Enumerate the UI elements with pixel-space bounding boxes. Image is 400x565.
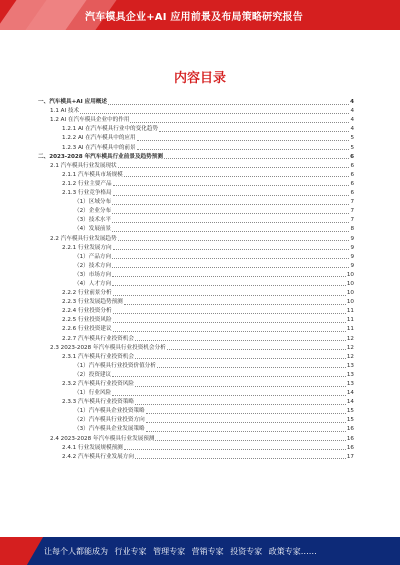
toc-entry[interactable] xyxy=(38,152,354,161)
toc-entry[interactable] xyxy=(38,315,354,324)
report-header xyxy=(0,0,400,30)
toc-entry-page: 5 xyxy=(350,144,354,151)
toc-entry-page: 15 xyxy=(346,417,354,424)
toc-entry[interactable] xyxy=(38,324,354,333)
toc-entry-page: 11 xyxy=(346,317,354,324)
toc-entry-page: 10 xyxy=(346,280,354,287)
toc-entry[interactable] xyxy=(38,343,354,352)
table-of-contents xyxy=(38,97,354,461)
toc-entry-title: 1.2.2 AI 在汽车模具中的应用 xyxy=(62,135,136,142)
toc-dot-leader xyxy=(112,285,346,286)
toc-entry[interactable] xyxy=(38,142,354,151)
toc-entry-title: 1.1 AI 技术 xyxy=(50,108,80,115)
toc-entry-page: 14 xyxy=(346,399,354,406)
toc-heading: 内容目录 xyxy=(173,71,226,86)
toc-dot-leader xyxy=(112,395,346,396)
toc-entry-title: 2.1.2 行业主要产品 xyxy=(62,180,112,187)
toc-dot-leader xyxy=(118,240,350,241)
footer-slogan-item: 管理专家 xyxy=(153,547,186,556)
toc-entry-page: 4 xyxy=(350,126,354,133)
toc-entry-page: 7 xyxy=(350,217,354,224)
toc-entry-title: 2.1.3 行业竞争格局 xyxy=(62,190,112,197)
toc-entry-page: 17 xyxy=(346,453,354,460)
toc-entry-title: （4）发展前景 xyxy=(74,226,112,233)
toc-entry-title: （3）市场方向 xyxy=(74,271,112,278)
toc-dot-leader xyxy=(135,404,346,405)
toc-entry[interactable] xyxy=(38,424,354,433)
toc-entry-page: 15 xyxy=(346,408,354,415)
toc-entry-page: 5 xyxy=(350,135,354,142)
toc-dot-leader xyxy=(113,313,346,314)
toc-dot-leader xyxy=(112,213,349,214)
toc-entry[interactable] xyxy=(38,261,354,270)
toc-entry-page: 16 xyxy=(346,444,354,451)
toc-entry[interactable] xyxy=(38,124,354,133)
toc-entry-page: 8 xyxy=(350,226,354,233)
footer-slogan-item: 行业专家 xyxy=(114,547,147,556)
footer-slogan xyxy=(44,546,321,557)
toc-entry-page: 6 xyxy=(350,162,354,169)
toc-entry[interactable] xyxy=(38,443,354,452)
toc-entry-title: 2.4 2023-2028 年汽车模具行业发展预测 xyxy=(50,435,155,442)
toc-entry[interactable] xyxy=(38,397,354,406)
toc-dot-leader xyxy=(118,167,350,168)
footer-slogan-item: 政策专家…… xyxy=(268,547,317,556)
toc-entry-page: 13 xyxy=(346,381,354,387)
toc-dot-leader xyxy=(146,422,346,423)
toc-dot-leader xyxy=(80,113,349,114)
toc-entry[interactable] xyxy=(38,406,354,415)
toc-entry-page: 13 xyxy=(346,371,354,378)
toc-entry-title: （1）汽车模具行业投资价值分析 xyxy=(74,362,156,369)
toc-dot-leader xyxy=(113,331,346,332)
toc-dot-leader xyxy=(146,431,346,432)
toc-entry[interactable] xyxy=(38,133,354,142)
toc-entry-title: 2.1.1 汽车模具市场规模 xyxy=(62,171,123,178)
toc-entry-title: 2.3.3 汽车模具行业投资策略 xyxy=(62,399,134,406)
toc-dot-leader xyxy=(113,249,350,250)
toc-entry[interactable] xyxy=(38,170,354,179)
toc-entry-page: 4 xyxy=(350,117,354,124)
toc-entry-title: （1）汽车模具企业投资策略 xyxy=(74,408,145,415)
toc-dot-leader xyxy=(137,140,350,141)
toc-entry-title: 2.2.5 行业投资风险 xyxy=(62,317,112,324)
toc-entry-page: 14 xyxy=(346,390,354,397)
toc-dot-leader xyxy=(112,267,349,268)
toc-entry[interactable] xyxy=(38,106,354,115)
toc-dot-leader xyxy=(167,349,346,350)
toc-entry-title: 2.2.6 行业投资建议 xyxy=(62,326,112,333)
toc-dot-leader xyxy=(130,122,349,123)
toc-entry[interactable] xyxy=(38,288,354,297)
toc-entry-page: 10 xyxy=(346,299,354,306)
toc-dot-leader xyxy=(135,458,346,459)
toc-entry-page: 6 xyxy=(350,171,354,178)
toc-entry[interactable] xyxy=(38,306,354,315)
toc-dot-leader xyxy=(112,204,349,205)
toc-entry-page: 12 xyxy=(346,335,354,342)
toc-entry-title: 2.2.1 行业发展方向 xyxy=(62,244,112,251)
toc-dot-leader xyxy=(112,258,349,259)
toc-dot-leader xyxy=(159,131,349,132)
toc-entry-page: 13 xyxy=(346,362,354,369)
footer-decoration-wedge xyxy=(0,537,43,565)
toc-dot-leader xyxy=(112,222,349,223)
toc-entry[interactable] xyxy=(38,297,354,306)
toc-entry[interactable] xyxy=(38,352,354,361)
toc-entry-title: （1）行业风险 xyxy=(74,390,112,397)
toc-entry-page: 10 xyxy=(346,290,354,297)
toc-dot-leader xyxy=(113,322,346,323)
toc-dot-leader xyxy=(112,376,346,377)
report-title: 汽车模具企业+AI 应用前景及布局策略研究报告 xyxy=(85,12,303,23)
toc-entry-page: 16 xyxy=(346,435,354,442)
toc-dot-leader xyxy=(124,304,346,305)
toc-entry-title: 1.2 AI 在汽车模具企业中的作用 xyxy=(50,117,130,124)
toc-entry-page: 4 xyxy=(350,108,354,115)
toc-entry[interactable] xyxy=(38,243,354,252)
toc-entry-page: 7 xyxy=(350,208,354,215)
toc-entry-title: （2）汽车模具行业投资方向 xyxy=(74,417,145,424)
toc-entry-page: 11 xyxy=(346,308,354,315)
toc-entry-title: 2.2.3 行业发展趋势预测 xyxy=(62,299,123,306)
toc-entry-title: （1）产品方向 xyxy=(74,253,112,260)
toc-entry[interactable] xyxy=(38,224,354,233)
toc-entry[interactable] xyxy=(38,197,354,206)
toc-entry-page: 10 xyxy=(346,271,354,278)
toc-entry-title: 2.3.1 汽车模具行业投资机会 xyxy=(62,353,134,360)
toc-entry[interactable] xyxy=(38,333,354,342)
toc-dot-leader xyxy=(155,440,345,441)
toc-entry-title: 1.2.3 AI 在汽车模具中的前景 xyxy=(62,144,136,151)
toc-entry-page: 6 xyxy=(350,153,354,160)
toc-entry-page: 9 xyxy=(350,244,354,251)
toc-entry-title: （2）企业分布 xyxy=(74,208,112,215)
footer-slogan-item: 投资专家 xyxy=(230,547,263,556)
toc-entry[interactable] xyxy=(38,233,354,242)
toc-entry-page: 12 xyxy=(346,344,354,351)
toc-entry-title: （3）汽车模具企业发展策略 xyxy=(74,426,145,433)
toc-dot-leader xyxy=(124,449,346,450)
toc-entry-title: 2.3.2 汽车模具行业投资风险 xyxy=(62,381,134,387)
toc-entry-page: 9 xyxy=(350,253,354,260)
toc-entry[interactable] xyxy=(38,252,354,261)
toc-entry-title: （3）技术水平 xyxy=(74,217,112,224)
toc-entry-title: （1）区域分布 xyxy=(74,199,112,206)
toc-entry[interactable] xyxy=(38,97,354,106)
toc-entry-page: 11 xyxy=(346,326,354,333)
toc-entry[interactable] xyxy=(38,415,354,424)
toc-entry-page: 16 xyxy=(346,426,354,433)
toc-entry-title: 2.2.2 行业前景分析 xyxy=(62,290,112,297)
toc-entry-page: 9 xyxy=(350,235,354,242)
toc-entry-title: 2.4.2 汽车模具行业发展方向 xyxy=(62,453,134,460)
toc-entry[interactable] xyxy=(38,161,354,170)
toc-entry-title: 一、汽车模具+AI 应用概述 xyxy=(38,99,107,106)
toc-entry-page: 6 xyxy=(350,180,354,187)
toc-entry-title: （4）人才方向 xyxy=(74,280,112,287)
toc-entry[interactable] xyxy=(38,279,354,288)
toc-dot-leader xyxy=(157,367,346,368)
toc-entry-title: 二、2023-2028 年汽车模具行业前景及趋势预测 xyxy=(38,153,163,160)
toc-entry-title: 2.2.7 汽车模具行业投资机会 xyxy=(62,335,134,342)
toc-entry-page: 4 xyxy=(350,99,354,106)
report-footer xyxy=(0,537,400,565)
toc-dot-leader xyxy=(112,231,349,232)
toc-entry[interactable] xyxy=(38,370,354,379)
toc-entry[interactable] xyxy=(38,206,354,215)
toc-dot-leader xyxy=(137,149,350,150)
toc-entry-page: 9 xyxy=(350,262,354,269)
toc-dot-leader xyxy=(135,358,346,359)
toc-entry[interactable] xyxy=(38,388,354,397)
toc-entry-page: 12 xyxy=(346,353,354,360)
toc-entry-title: 2.2 汽车模具行业发展趋势 xyxy=(50,235,117,242)
toc-dot-leader xyxy=(164,158,349,159)
toc-entry-title: 2.3 2023-2028 年汽车模具行业投资机会分析 xyxy=(50,344,166,351)
toc-entry-title: （2）投资建议 xyxy=(74,371,112,378)
toc-entry[interactable] xyxy=(38,433,354,442)
toc-dot-leader xyxy=(124,176,350,177)
footer-slogan-item: 营销专家 xyxy=(191,547,224,556)
toc-entry[interactable] xyxy=(38,215,354,224)
footer-slogan-lead: 让每个人都能成为 xyxy=(44,547,108,556)
toc-entry[interactable] xyxy=(38,379,354,388)
toc-dot-leader xyxy=(108,104,349,105)
toc-entry-title: （2）技术方向 xyxy=(74,262,112,269)
toc-entry[interactable] xyxy=(38,115,354,124)
toc-entry-title: 2.4.1 行业发展规模预测 xyxy=(62,444,123,451)
toc-entry-page: 7 xyxy=(350,199,354,206)
toc-entry[interactable] xyxy=(38,361,354,370)
toc-entry-title: 1.2.1 AI 在汽车模具行业中的变化趋势 xyxy=(62,126,158,133)
toc-dot-leader xyxy=(112,276,346,277)
toc-dot-leader xyxy=(113,195,350,196)
toc-dot-leader xyxy=(146,413,346,414)
toc-dot-leader xyxy=(135,340,346,341)
toc-entry-title: 2.1 汽车模具行业发展现状 xyxy=(50,162,117,169)
toc-entry[interactable] xyxy=(38,452,354,461)
toc-entry[interactable] xyxy=(38,270,354,279)
toc-entry-page: 6 xyxy=(350,190,354,197)
toc-entry[interactable] xyxy=(38,179,354,188)
toc-entry[interactable] xyxy=(38,188,354,197)
toc-dot-leader xyxy=(135,386,346,387)
toc-entry-title: 2.2.4 行业投资分析 xyxy=(62,308,112,315)
toc-dot-leader xyxy=(113,185,350,186)
toc-dot-leader xyxy=(113,295,346,296)
